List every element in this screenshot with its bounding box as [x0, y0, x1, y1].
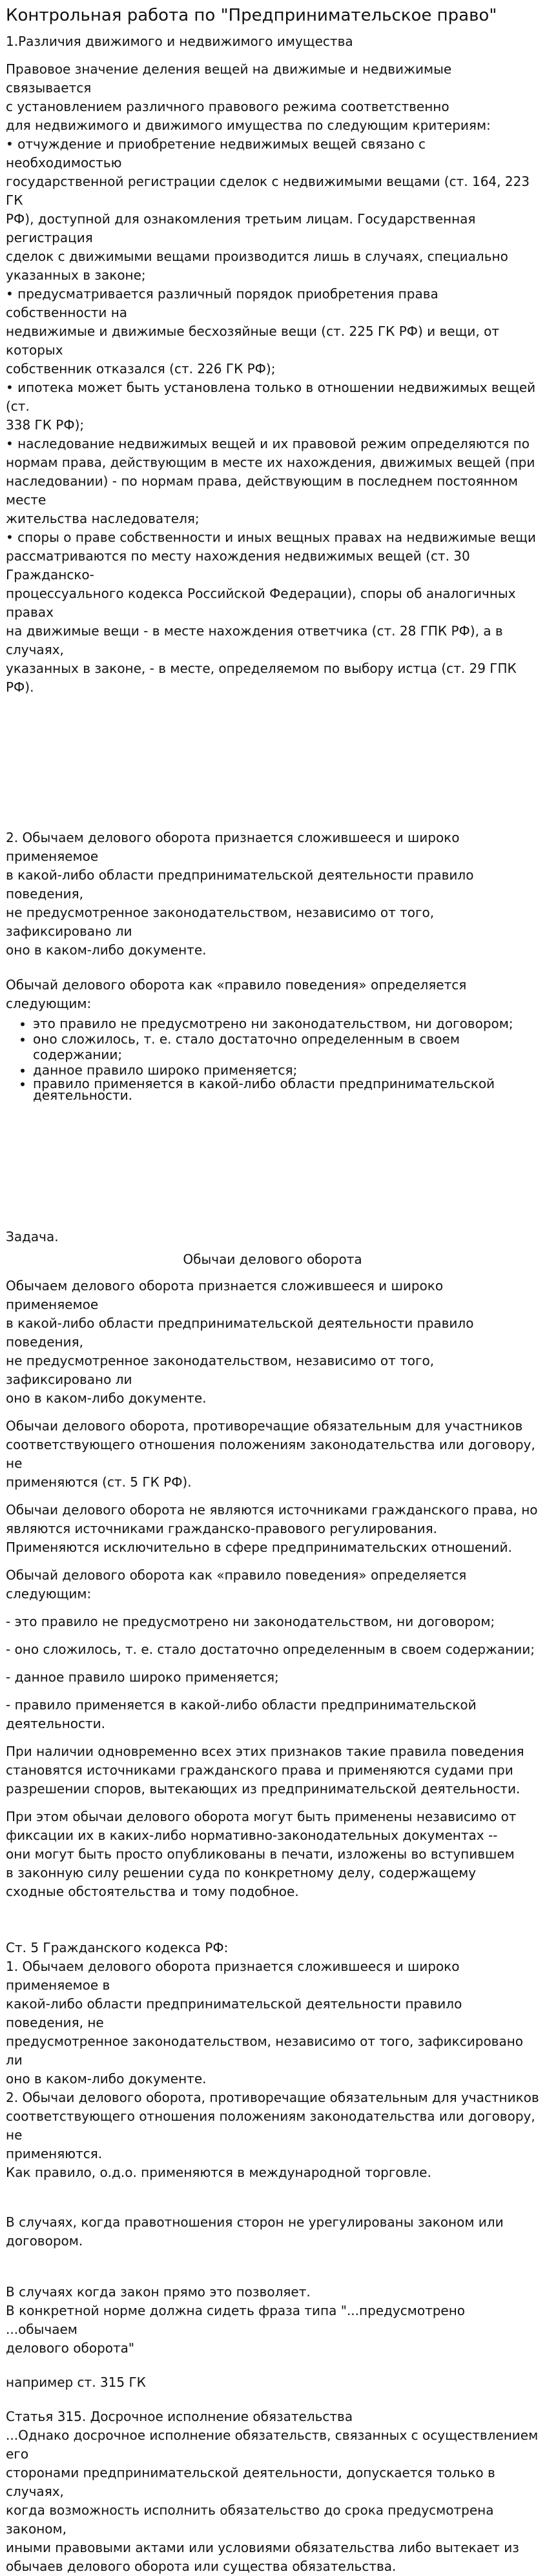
text-line: • наследование недвижимых вещей и их правовой режим определяются по — [6, 436, 530, 451]
text-line: применяются. — [6, 2146, 103, 2161]
text-line: В случаях, когда правотношения сторон не урегулированы законом или — [6, 2214, 504, 2230]
text-line: применяются (ст. 5 ГК РФ). — [6, 1474, 192, 1490]
text-line: При этом обычаи делового оборота могут быть применены независимо от — [6, 1809, 517, 1824]
document-page — [6, 0, 539, 2576]
text-line: При наличии одновременно всех этих признаков такие правила поведения — [6, 1744, 524, 1759]
text-line: жительства наследователя; — [6, 511, 200, 526]
section2-bullet-list — [6, 1016, 539, 1101]
text-line: деятельности. — [6, 1716, 106, 1731]
text-line: Применяются исключительно в сфере предпринимательских отношений. — [6, 1540, 512, 1555]
list-item: • данное правило широко применяется; — [33, 1062, 539, 1078]
text-line: ...Однако досрочное исполнение обязательств, связанных с осуществлением его — [6, 2427, 539, 2462]
text-line: В конкретной норме должна сидеть фраза типа "...предусмотрено ...обычаем — [6, 2303, 466, 2337]
text-line: в какой-либо области предпринимательской деятельности правило поведения, — [6, 867, 474, 902]
text-line: 1. Обычаем делового оборота признается сложившееся и широко применяемое в — [6, 1959, 460, 1993]
text-line: Обычаи делового оборота не являются источниками гражданского права, но — [6, 1502, 538, 1518]
list-item: • правило применяется в какой-либо области предпринимательской деятельности. — [33, 1078, 539, 1101]
example-line: например ст. 315 ГК — [6, 2375, 146, 2390]
text-line: - оно сложилось, т. е. стало достаточно определенным в своем содержании; — [6, 1642, 535, 1657]
text-line: • предусматривается различный порядок приобретения права собственности на — [6, 286, 439, 320]
text-line: Статья 315. Досрочное исполнение обязательства — [6, 2409, 353, 2424]
task-paragraph — [6, 1808, 539, 1901]
text-line: фиксации их в каких-либо нормативно-законодательных документах -- — [6, 1828, 498, 1843]
text-line: государственной регистрации сделок с недвижимыми вещами (ст. 164, 223 ГК — [6, 174, 530, 208]
text-line: сторонами предпринимательской деятельности, допускается только в случаях, — [6, 2465, 495, 2499]
text-line: в какой-либо области предпринимательской деятельности правило поведения, — [6, 1315, 474, 1350]
text-line: Ст. 5 Гражданского кодекса РФ: — [6, 1940, 229, 1955]
text-line: Обычаем делового оборота признается сложившееся и широко применяемое — [6, 1278, 444, 1312]
text-line: • споры о праве собственности и иных вещных правах на недвижимые вещи — [6, 530, 536, 545]
text-line: В случаях когда закон прямо это позволяет. — [6, 2284, 311, 2300]
section1-heading: 1.Различия движимого и недвижимого имущества — [6, 34, 353, 49]
text-line: сходные обстоятельства и тому подобное. — [6, 1884, 299, 1899]
text-line: собственник отказался (ст. 226 ГК РФ); — [6, 361, 276, 376]
text-line: соответствующего отношения положениям законодательства или договору, не — [6, 1437, 535, 1471]
text-line: рассматриваются по месту нахождения недвижимых вещей (ст. 30 Гражданско- — [6, 548, 470, 582]
section2-body — [6, 829, 539, 960]
task-paragraph — [6, 1613, 539, 1631]
text-line: указанных в законе, - в месте, определяемом по выбору истца (ст. 29 ГПК РФ). — [6, 661, 517, 695]
task-label: Задача. — [6, 1229, 59, 1244]
text-line: в законную силу решении суда по конкретному делу, содержащему — [6, 1865, 477, 1880]
text-line: разрешении споров, вытекающих из предпринимательской деятельности. — [6, 1781, 521, 1797]
text-line: наследовании) - по нормам права, действующим в последнем постоянном месте — [6, 473, 518, 508]
cases-block-1 — [6, 2213, 539, 2251]
text-line: когда возможность исполнить обязательство до срока предусмотрена законом, — [6, 2502, 494, 2537]
text-line: сделок с движимыми вещами производится лишь в случаях, специально — [6, 249, 508, 264]
text-line: • отчуждение и приобретение недвижимых вещей связано с необходимостью — [6, 136, 426, 170]
text-line: 2. Обычаи делового оборота, противоречащие обязательным для участников — [6, 2090, 539, 2105]
text-line: оно в каком-либо документе. — [6, 2071, 207, 2087]
document-title: Контрольная работа по "Предпринимательское право" — [6, 6, 497, 25]
text-line: становятся источниками гражданского права и применяются судами при — [6, 1762, 513, 1778]
article315-block — [6, 2407, 539, 2576]
text-line: иными правовыми актами или условиями обязательства либо вытекает из — [6, 2540, 519, 2555]
text-line: 338 ГК РФ); — [6, 417, 85, 433]
section1-body — [6, 60, 539, 697]
text-line: они могут быть просто опубликованы в печати, изложены во вступившем — [6, 1846, 515, 1862]
text-line: Обычаи делового оборота, противоречащие обязательным для участников — [6, 1418, 523, 1434]
text-line: предусмотренное законодательством, независимо от того, зафиксировано ли — [6, 2034, 524, 2068]
text-line: - это правило не предусмотрено ни законодательством, ни договором; — [6, 1614, 495, 1629]
text-line: процессуального кодекса Российской Федерации), споры об аналогичных правах — [6, 586, 516, 620]
text-line: оно в каком-либо документе. — [6, 942, 207, 958]
text-line: договором. — [6, 2233, 83, 2249]
text-line: для недвижимого и движимого имущества по следующим критериям: — [6, 118, 491, 133]
list-item: • это правило не предусмотрено ни законодательством, ни договором; — [33, 1016, 539, 1031]
text-line: с установлением различного правового режима соответственно — [6, 99, 449, 114]
cases-block-2 — [6, 2283, 539, 2358]
task-paragraph — [6, 1501, 539, 1557]
text-line: оно в каком-либо документе. — [6, 1390, 207, 1406]
text-line: недвижимые и движимые бесхозяйные вещи (ст. 225 ГК РФ) и вещи, от которых — [6, 324, 500, 358]
text-line: на движимые вещи - в месте нахождения ответчика (ст. 28 ГПК РФ), а в случаях, — [6, 623, 503, 657]
text-line: не предусмотренное законодательством, независимо от того, зафиксировано ли — [6, 905, 435, 939]
text-line: - данное правило широко применяется; — [6, 1669, 279, 1685]
task-paragraph — [6, 1640, 539, 1659]
text-line: обычаев делового оборота или существа обязательства. — [6, 2559, 397, 2574]
task-paragraph — [6, 1668, 539, 1687]
text-line: нормам права, действующим в месте их нахождения, движимых вещей (при — [6, 455, 535, 470]
text-line: • ипотека может быть установлена только в отношении недвижимых вещей (ст. — [6, 380, 536, 414]
text-line: являются источниками гражданско-правового регулирования. — [6, 1521, 437, 1536]
text-line: соответствующего отношения положениям законодательства или договору, не — [6, 2108, 535, 2143]
text-line: РФ), доступной для ознакомления третьим лицам. Государственная регистрация — [6, 211, 476, 245]
text-line: не предусмотренное законодательством, независимо от того, зафиксировано ли — [6, 1353, 435, 1387]
text-line: Правовое значение деления вещей на движимые и недвижимые связывается — [6, 61, 452, 96]
text-line: Как правило, о.д.о. применяются в международной торговле. — [6, 2165, 431, 2180]
task-paragraph — [6, 1417, 539, 1492]
text-line: какой-либо области предпринимательской деятельности правило поведения, не — [6, 1996, 462, 2030]
task-paragraph — [6, 1277, 539, 1408]
list-item: • оно сложилось, т. е. стало достаточно определенным в своем содержании; — [33, 1031, 539, 1062]
section2-intro: Обычай делового оборота как «правило поведения» определяется следующим: — [6, 977, 467, 1011]
text-line: указанных в законе; — [6, 267, 146, 283]
text-line: Обычай делового оборота как «правило поведения» определяется следующим: — [6, 1567, 467, 1602]
text-line: 2. Обычаем делового оборота признается сложившееся и широко применяемое — [6, 830, 460, 864]
task-paragraph — [6, 1566, 539, 1603]
task-heading: Обычаи делового оборота — [183, 1252, 362, 1267]
text-line: делового оборота" — [6, 2340, 135, 2356]
article5-block — [6, 1939, 539, 2182]
text-line: - правило применяется в какой-либо области предпринимательской — [6, 1697, 477, 1713]
task-paragraph — [6, 1742, 539, 1798]
task-paragraph — [6, 1696, 539, 1733]
